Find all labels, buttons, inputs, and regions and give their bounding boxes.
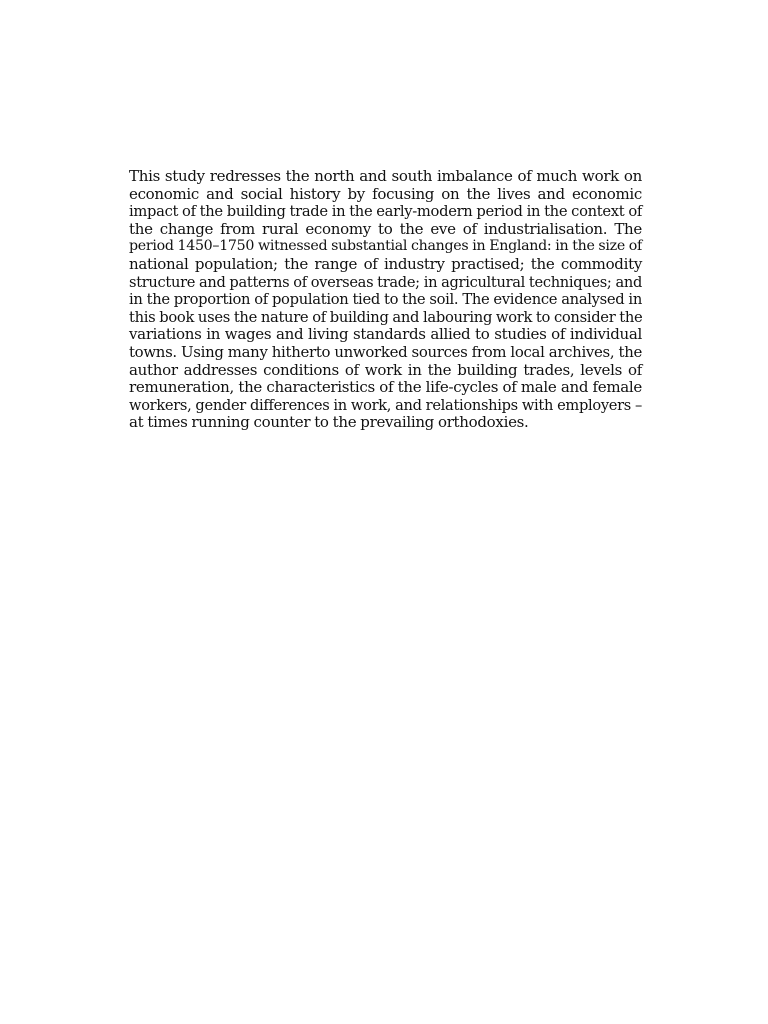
paragraph-line: remuneration, the characteristics of the life-cycles of male and female	[129, 378, 642, 397]
paragraph-line: author addresses conditions of work in the building trades, levels of	[129, 360, 642, 379]
paragraph-line: period 1450–1750 witnessed substantial changes in England: in the size of	[129, 238, 642, 255]
paragraph-line: towns. Using many hitherto unworked sources from local archives, the	[129, 342, 642, 361]
paragraph-line: the change from rural economy to the eve of industrialisation. The	[129, 219, 642, 238]
paragraph-line: impact of the building trade in the early-modern period in the context of	[129, 203, 642, 221]
paragraph-line: national population; the range of industry practised; the commodity	[129, 254, 642, 273]
paragraph-line: at times running counter to the prevailing orthodoxies.	[129, 413, 529, 432]
paragraph-line: This study redresses the north and south imbalance of much work on	[129, 167, 642, 185]
paragraph-line: structure and patterns of overseas trade; in agricultural techniques; and	[129, 273, 642, 291]
paragraph-line: this book uses the nature of building and labouring work to consider the	[129, 308, 643, 326]
paragraph-line: in the proportion of population tied to the soil. The evidence analysed in	[129, 291, 642, 309]
paragraph-line: economic and social history by focusing on the lives and economic	[129, 184, 642, 203]
book-blurb-paragraph	[129, 168, 642, 432]
paragraph-line: variations in wages and living standards allied to studies of individual	[129, 325, 642, 344]
paragraph-line: workers, gender differences in work, and relationships with employers –	[129, 396, 642, 414]
